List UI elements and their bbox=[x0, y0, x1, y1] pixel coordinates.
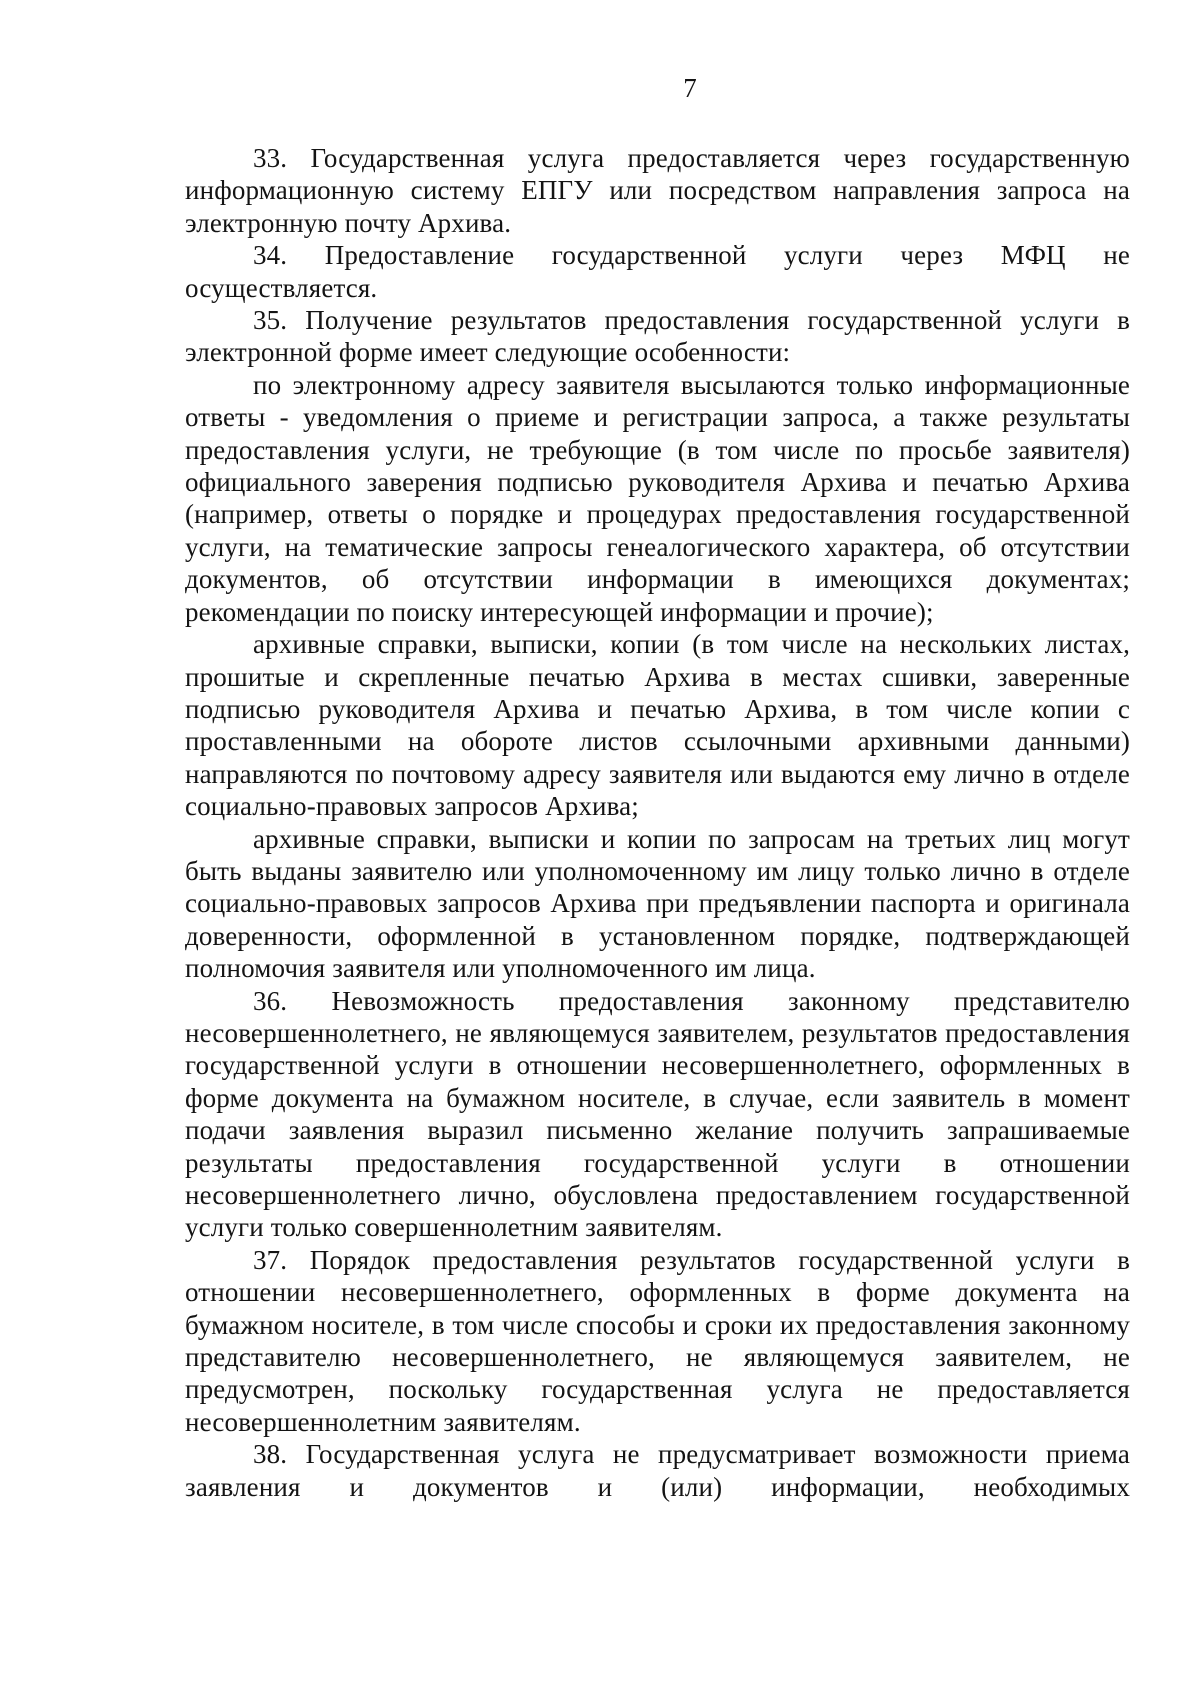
paragraph-35: 35. Получение результатов предоставления государственной услуги в электронной форме имеет следующие особенности: bbox=[185, 305, 1130, 368]
paragraph-35-item-email: по электронному адресу заявителя высылаются только информационные ответы - уведомления о приеме и регистрации запроса, а также результаты предоставления услуги, не требующие (в том числе по просьбе заявителя) официального заверения подписью руководителя Архива и печатью Архива (например, ответы о порядке и процедурах предоставления государственной услуги, на тематические запросы генеалогического характера, об отсутствии документов, об отсутствии информации в имеющихся документах; рекомендации по поиску интересующей информации и прочие); bbox=[185, 369, 1130, 627]
paragraph-37: 37. Порядок предоставления результатов государственной услуги в отношении несовершеннолетнего, оформленных в форме документа на бумажном носителе, в том числе способы и сроки их предоставления законному представителю несовершеннолетнего, не являющемуся заявителем, не предусмотрен, поскольку государственная услуга не предоставляется несовершеннолетним заявителям. bbox=[185, 1244, 1130, 1437]
paragraph-33: 33. Государственная услуга предоставляется через государственную информационную систему ЕПГУ или посредством направления запроса на электронную почту Архива. bbox=[185, 143, 1130, 238]
paragraph-36: 36. Невозможность предоставления законному представителю несовершеннолетнего, не являющемуся заявителем, результатов предоставления государственной услуги в отношении несовершеннолетнего, оформленных в форме документа на бумажном носителе, в случае, если заявитель в момент подачи заявления выразил письменно желание получить запрашиваемые результаты предоставления государственной услуги в отношении несовершеннолетнего лично, обусловлена предоставлением государственной услуги только совершеннолетним заявителям. bbox=[185, 985, 1130, 1243]
paragraph-35-item-post: архивные справки, выписки, копии (в том числе на нескольких листах, прошитые и скрепленные печатью Архива в местах сшивки, заверенные подписью руководителя Архива и печатью Архива, в том числе копии с проставленными на обороте листов ссылочными архивными данными) направляются по почтовому адресу заявителя или выдаются ему лично в отделе социально-правовых запросов Архива; bbox=[185, 629, 1130, 822]
document-body bbox=[185, 142, 1130, 1503]
paragraph-34: 34. Предоставление государственной услуги через МФЦ не осуществляется. bbox=[185, 240, 1130, 303]
paragraph-38: 38. Государственная услуга не предусматривает возможности приема заявления и документов и (или) информации, необходимых bbox=[185, 1439, 1130, 1502]
paragraph-35-item-third-party: архивные справки, выписки и копии по запросам на третьих лиц могут быть выданы заявителю или уполномоченному им лицу только лично в отделе социально-правовых запросов Архива при предъявлении паспорта и оригинала доверенности, оформленной в установленном порядке, подтверждающей полномочия заявителя или уполномоченного им лица. bbox=[185, 823, 1130, 984]
page-number: 7 bbox=[683, 73, 697, 103]
